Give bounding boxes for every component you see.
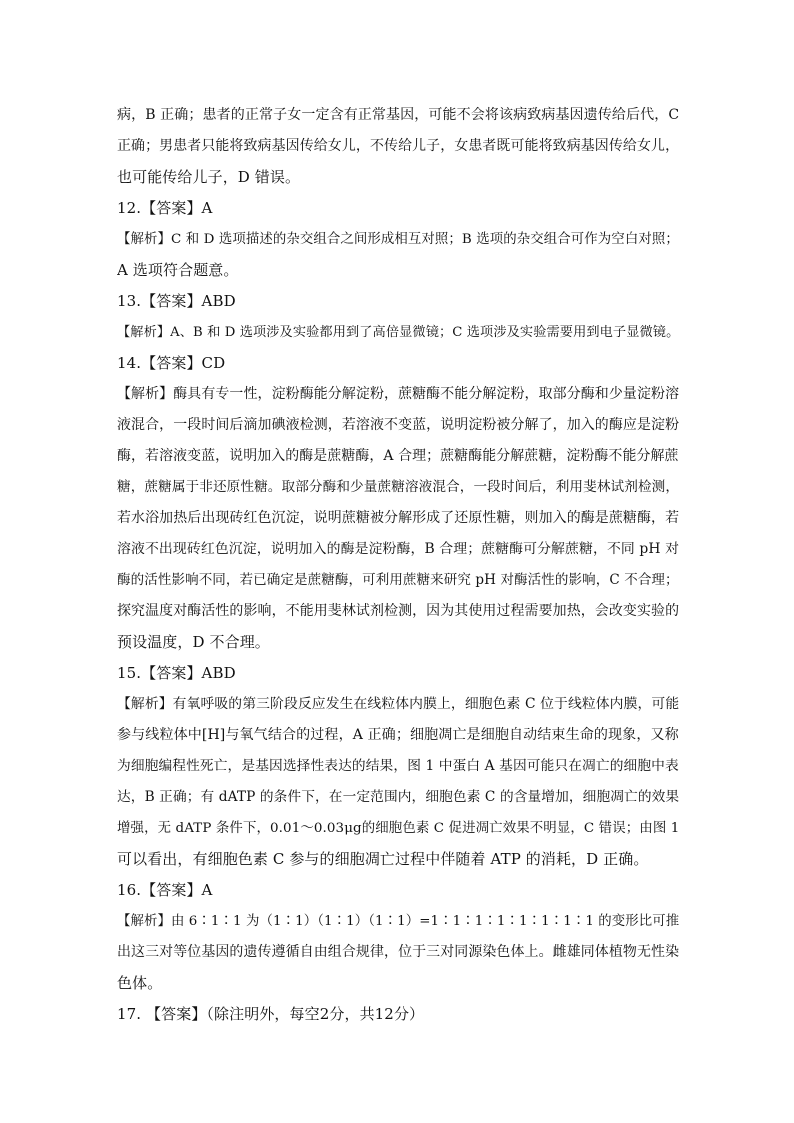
text-line: 也可能传给儿子，D 错误。 — [117, 168, 301, 186]
text-line: 为细胞编程性死亡，是基因选择性表达的结果，图 1 中蛋白 A 基因可能只在凋亡的细胞中表 — [117, 758, 679, 774]
answer-heading-17: 17. 【答案】（除注明外，每空2分，共12分） — [117, 1005, 425, 1023]
text-line: 糖，蔗糖属于非还原性糖。取部分酶和少量蔗糖溶液混合，一段时间后，利用斐林试剂检测， — [117, 479, 679, 495]
text-line: 可以看出，有细胞色素 C 参与的细胞凋亡过程中伴随着 ATP 的消耗，D 正确。 — [117, 850, 649, 868]
answer-heading-14: 14.【答案】CD — [117, 354, 226, 372]
answer-heading-13: 13.【答案】ABD — [117, 292, 236, 310]
answer-heading-16: 16.【答案】A — [117, 881, 213, 899]
text-line: 若水浴加热后出现砖红色沉淀，说明蔗糖被分解形成了还原性糖，则加入的酶是蔗糖酶，若 — [117, 510, 679, 526]
answer-explanations — [117, 100, 679, 1030]
answer-heading-12: 12.【答案】A — [117, 199, 213, 217]
text-line: 达，B 正确；有 dATP 的条件下，在一定范围内，细胞色素 C 的含量增加，细胞凋亡的效果 — [117, 789, 679, 805]
text-line: 液混合，一段时间后滴加碘液检测，若溶液不变蓝，说明淀粉被分解了，加入的酶应是淀粉 — [117, 417, 679, 433]
text-line: 增强，无 dATP 条件下，0.01～0.03μg的细胞色素 C 促进凋亡效果不明显，C 错误；由图 1 — [117, 821, 679, 836]
explanation-12: 【解析】C 和 D 选项描述的杂交组合之间形成相互对照；B 选项的杂交组合可作为空白对照； — [117, 232, 679, 247]
text-line: A 选项符合题意。 — [117, 261, 239, 279]
text-line: 出这三对等位基因的遗传遵循自由组合规律，位于三对同源染色体上。雌雄同体植物无性染 — [117, 944, 679, 960]
text-line: 酶，若溶液变蓝，说明加入的酶是蔗糖酶，A 合理；蔗糖酶能分解蔗糖，淀粉酶不能分解蔗 — [117, 448, 679, 464]
text-line: 参与线粒体中[H]与氧气结合的过程，A 正确；细胞凋亡是细胞自动结束生命的现象，又称 — [117, 727, 679, 743]
text-line: 酶的活性影响不同，若已确定是蔗糖酶，可利用蔗糖来研究 pH 对酶活性的影响，C 不合理； — [117, 572, 679, 588]
explanation-15: 【解析】有氧呼吸的第三阶段反应发生在线粒体内膜上，细胞色素 C 位于线粒体内膜，可能 — [117, 696, 679, 712]
answer-heading-15: 15.【答案】ABD — [117, 664, 236, 682]
text-line: 探究温度对酶活性的影响，不能用斐林试剂检测，因为其使用过程需要加热，会改变实验的 — [117, 603, 679, 619]
text-line: 色体。 — [117, 974, 163, 992]
explanation-13: 【解析】A、B 和 D 选项涉及实验都用到了高倍显微镜；C 选项涉及实验需要用到电子显微镜。 — [117, 325, 679, 340]
explanation-16: 【解析】由 6∶1∶1 为（1∶1）（1∶1）（1∶1）=1∶1∶1∶1∶1∶1∶1∶1 的变形比可推 — [117, 914, 679, 929]
explanation-14: 【解析】酶具有专一性，淀粉酶能分解淀粉，蔗糖酶不能分解淀粉，取部分酶和少量淀粉溶 — [117, 386, 679, 402]
text-line: 正确；男患者只能将致病基因传给女儿，不传给儿子，女患者既可能将致病基因传给女儿， — [117, 138, 679, 154]
text-line: 预设温度，D 不合理。 — [117, 633, 270, 651]
text-line: 溶液不出现砖红色沉淀，说明加入的酶是淀粉酶，B 合理；蔗糖酶可分解蔗糖，不同 pH 对 — [117, 541, 679, 557]
text-line: 病，B 正确；患者的正常子女一定含有正常基因，可能不会将该病致病基因遗传给后代，C — [117, 107, 679, 123]
